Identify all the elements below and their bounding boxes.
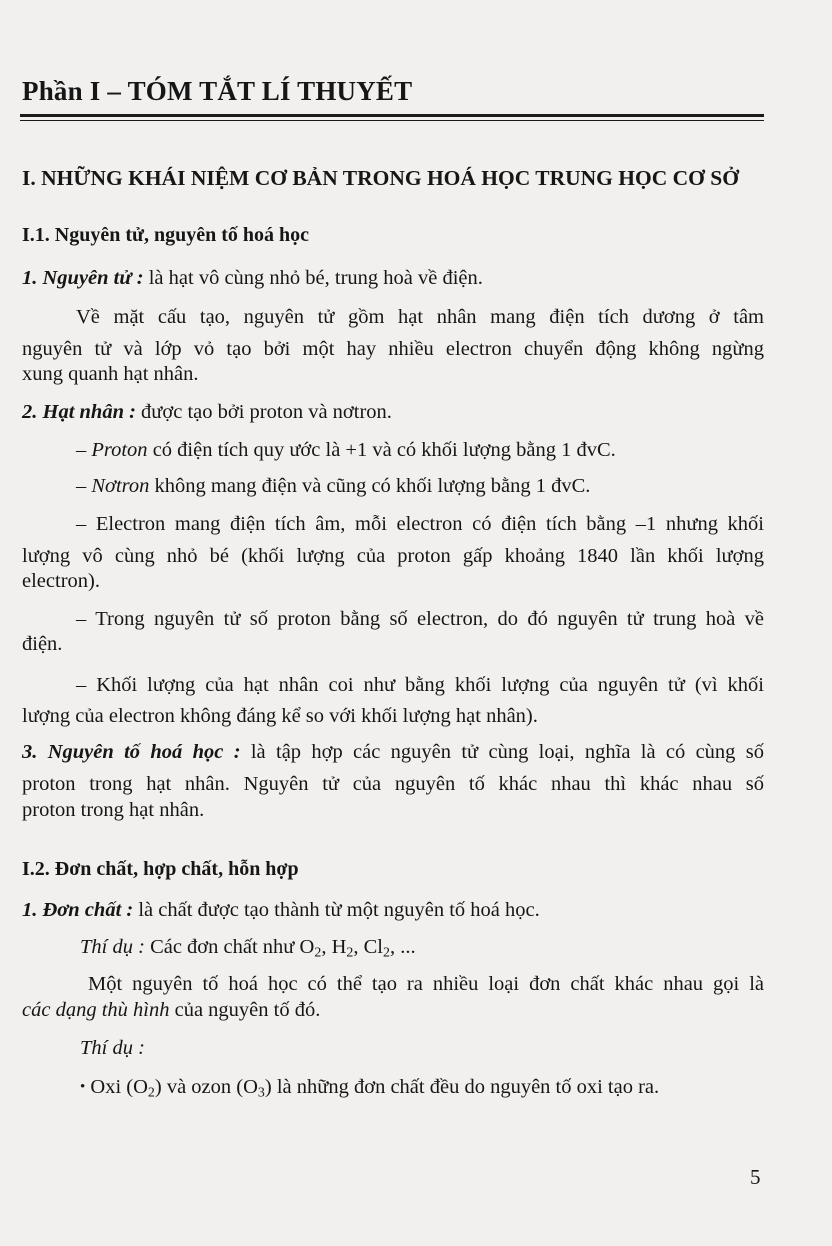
title-rule-thin xyxy=(20,120,764,121)
structure-line-3: xung quanh hạt nhân. xyxy=(22,363,199,385)
element-line-2: proton trong hạt nhân. Nguyên tử của nguyên tố khác nhau thì khác nhau số xyxy=(22,773,764,795)
example-label: Thí dụ : xyxy=(80,936,145,958)
proton-line xyxy=(76,440,616,461)
mass-line-1: – Khối lượng của hạt nhân coi như bằng khối lượng của nguyên tử (vì khối xyxy=(76,674,764,696)
example-tail: , ... xyxy=(389,936,416,958)
nucleus-def-text: được tạo bởi proton và nơtron. xyxy=(135,401,392,423)
ozone-text-b: ) và ozon (O xyxy=(154,1076,258,1098)
simple-substance-definition xyxy=(22,900,540,921)
ozone-bullet-line xyxy=(80,1077,659,1100)
element-line-1 xyxy=(22,742,764,763)
electron-line-3: electron). xyxy=(22,570,100,592)
allotrope-line-1: Một nguyên tố hoá học có thể tạo ra nhiều loại đơn chất khác nhau gọi là xyxy=(88,973,764,995)
simple-substance-def-text: là chất được tạo thành từ một nguyên tố hoá học. xyxy=(133,899,540,921)
example2-label: Thí dụ : xyxy=(80,1037,145,1059)
proton-text: có điện tích quy ước là +1 và có khối lượng bằng 1 đvC. xyxy=(147,439,616,461)
neutron-text: không mang điện và cũng có khối lượng bằng 1 đvC. xyxy=(149,475,591,497)
example-prefix: Các đơn chất như O xyxy=(144,936,315,958)
neutron-term: Nơtron xyxy=(91,475,150,497)
allotrope-line-2 xyxy=(22,1000,320,1021)
simple-substance-term: 1. Đơn chất : xyxy=(22,899,134,921)
title-rule-thick xyxy=(20,114,764,117)
h2-text: , H xyxy=(321,936,347,958)
element-line-3: proton trong hạt nhân. xyxy=(22,799,205,821)
o2-subscript: 2 xyxy=(314,945,322,961)
electron-line-2: lượng vô cùng nhỏ bé (khối lượng của proton gấp khoảng 1840 lần khối lượng xyxy=(22,545,764,567)
mass-line-2: lượng của electron không đáng kể so với khối lượng hạt nhân). xyxy=(22,705,538,727)
atom-def-text: là hạt vô cùng nhỏ bé, trung hoà về điện. xyxy=(143,267,483,289)
atom-term: 1. Nguyên tử : xyxy=(22,267,144,289)
electron-line-1: – Electron mang điện tích âm, mỗi electron có điện tích bằng –1 nhưng khối xyxy=(76,513,764,535)
neutron-dash: – xyxy=(76,475,92,497)
cl2-text: , Cl xyxy=(353,936,383,958)
ozone-subscript-2: 3 xyxy=(257,1085,265,1101)
atom-neutral-line-1: – Trong nguyên tử số proton bằng số electron, do đó nguyên tử trung hoà về xyxy=(76,608,764,630)
structure-line-2: nguyên tử và lớp vỏ tạo bởi một hay nhiều electron chuyển động không ngừng xyxy=(22,338,764,360)
atom-neutral-line-2: điện. xyxy=(22,633,63,655)
h2-subscript: 2 xyxy=(346,945,354,961)
ozone-subscript-1: 2 xyxy=(147,1085,155,1101)
proton-dash: – xyxy=(76,439,92,461)
allotrope-rest: của nguyên tố đó. xyxy=(169,999,321,1021)
cl2-subscript: 2 xyxy=(382,945,390,961)
ozone-text-c: ) là những đơn chất đều do nguyên tố oxi tạo ra. xyxy=(264,1076,660,1098)
element-def-text: là tập hợp các nguyên tử cùng loại, nghĩa là có cùng số xyxy=(240,741,764,763)
section-title: I. NHỮNG KHÁI NIỆM CƠ BẢN TRONG HOÁ HỌC TRUNG HỌC CƠ SỞ xyxy=(22,166,739,190)
ozone-text-a: Oxi (O xyxy=(85,1076,148,1098)
part-title: Phần I – TÓM TẮT LÍ THUYẾT xyxy=(22,76,413,106)
subsection-heading-1-2: I.2. Đơn chất, hợp chất, hỗn hợp xyxy=(22,858,299,880)
neutron-line xyxy=(76,476,590,497)
subsection-heading-1-1: I.1. Nguyên tử, nguyên tố hoá học xyxy=(22,224,310,246)
structure-line-1: Về mặt cấu tạo, nguyên tử gồm hạt nhân mang điện tích dương ở tâm xyxy=(76,306,764,328)
bullet-icon: • xyxy=(80,1079,86,1095)
proton-term: Proton xyxy=(91,439,148,461)
element-term: 3. Nguyên tố hoá học : xyxy=(22,741,241,763)
allotrope-term: các dạng thù hình xyxy=(22,999,170,1021)
page-number: 5 xyxy=(750,1165,761,1189)
atom-definition xyxy=(22,268,483,289)
nucleus-term: 2. Hạt nhân : xyxy=(22,401,136,423)
example-line xyxy=(80,937,416,960)
nucleus-definition xyxy=(22,402,392,423)
